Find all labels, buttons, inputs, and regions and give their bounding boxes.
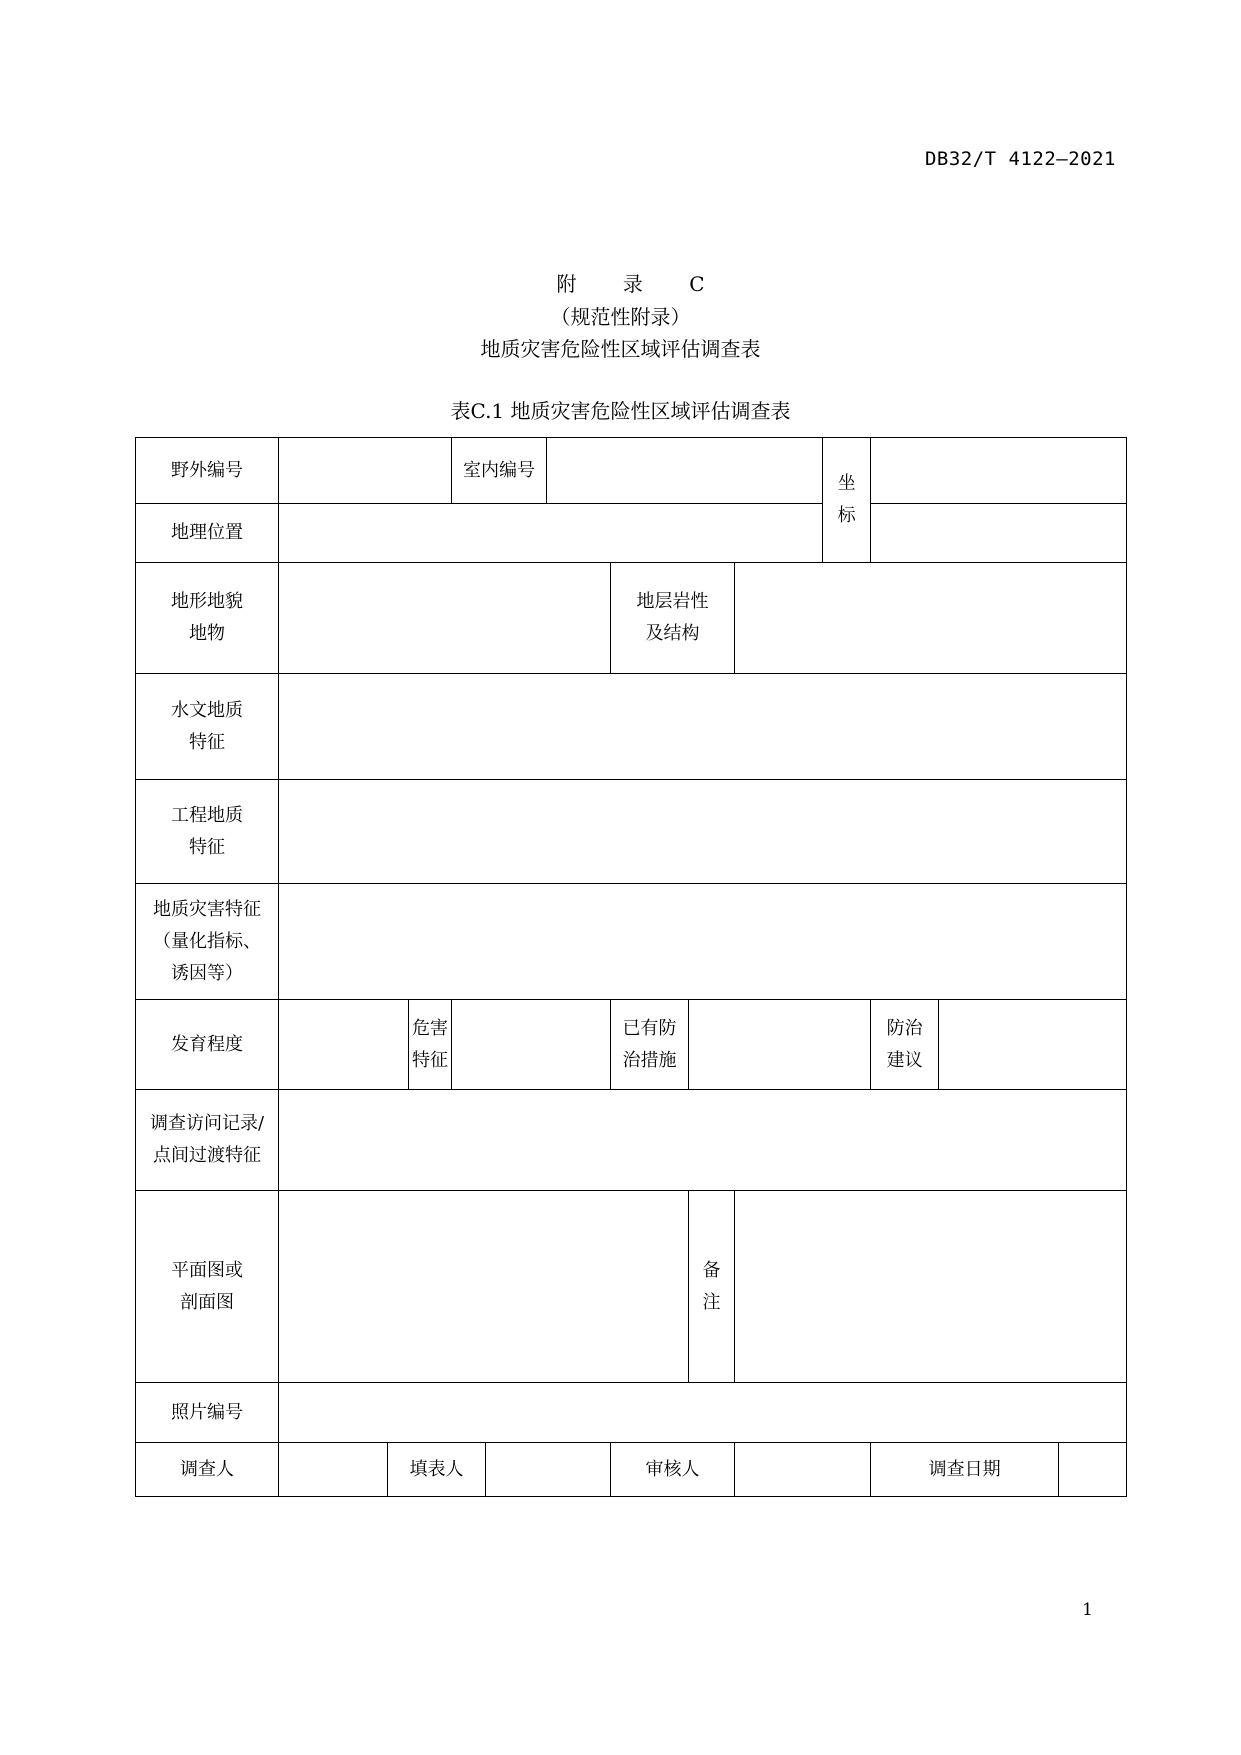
standard-code: DB32/T 4122—2021 <box>924 148 1116 170</box>
survey-form-table <box>135 437 1127 1497</box>
survey-date-value[interactable] <box>1059 1443 1127 1497</box>
appendix-nature: （规范性附录） <box>550 305 691 329</box>
lab-number-value[interactable] <box>547 438 823 504</box>
table-caption: 表C.1 地质灾害危险性区域评估调查表 <box>450 399 791 423</box>
existing-measures-label: 已有防 治措施 <box>611 1000 689 1090</box>
investigator-value[interactable] <box>279 1443 388 1497</box>
coordinate-x-value[interactable] <box>871 438 1127 504</box>
hazard-value[interactable] <box>279 884 1127 1000</box>
suggestion-value[interactable] <box>939 1000 1127 1090</box>
drawing-label: 平面图或 剖面图 <box>136 1191 279 1383</box>
existing-measures-value[interactable] <box>689 1000 871 1090</box>
stratum-value[interactable] <box>735 563 1127 674</box>
remarks-label: 备 注 <box>689 1191 735 1383</box>
coordinates-label: 坐 标 <box>823 438 871 563</box>
field-number-label: 野外编号 <box>136 438 279 504</box>
stratum-label: 地层岩性 及结构 <box>611 563 735 674</box>
location-value[interactable] <box>279 504 823 563</box>
filler-label: 填表人 <box>388 1443 486 1497</box>
photo-number-label: 照片编号 <box>136 1383 279 1443</box>
interview-value[interactable] <box>279 1090 1127 1191</box>
drawing-value[interactable] <box>279 1191 689 1383</box>
hydro-label: 水文地质 特征 <box>136 674 279 780</box>
engineering-value[interactable] <box>279 780 1127 884</box>
engineering-label: 工程地质 特征 <box>136 780 279 884</box>
investigator-label: 调查人 <box>136 1443 279 1497</box>
remarks-value[interactable] <box>735 1191 1127 1383</box>
development-label: 发育程度 <box>136 1000 279 1090</box>
hazard-label: 地质灾害特征 （量化指标、 诱因等） <box>136 884 279 1000</box>
suggestion-label: 防治 建议 <box>871 1000 939 1090</box>
photo-number-value[interactable] <box>279 1383 1127 1443</box>
lab-number-label: 室内编号 <box>452 438 547 504</box>
appendix-name: 地质灾害危险性区域评估调查表 <box>480 337 761 361</box>
harm-value[interactable] <box>452 1000 611 1090</box>
reviewer-value[interactable] <box>735 1443 871 1497</box>
filler-value[interactable] <box>486 1443 611 1497</box>
landform-value[interactable] <box>279 563 611 674</box>
hydro-value[interactable] <box>279 674 1127 780</box>
location-label: 地理位置 <box>136 504 279 563</box>
coordinate-y-value[interactable] <box>871 504 1127 563</box>
interview-label: 调查访问记录/ 点间过渡特征 <box>136 1090 279 1191</box>
landform-label: 地形地貌 地物 <box>136 563 279 674</box>
field-number-value[interactable] <box>279 438 452 504</box>
survey-date-label: 调查日期 <box>871 1443 1059 1497</box>
appendix-title: 附 录 C <box>556 272 725 296</box>
harm-label: 危害 特征 <box>409 1000 452 1090</box>
page-number: 1 <box>1082 1600 1093 1620</box>
reviewer-label: 审核人 <box>611 1443 735 1497</box>
development-value[interactable] <box>279 1000 409 1090</box>
